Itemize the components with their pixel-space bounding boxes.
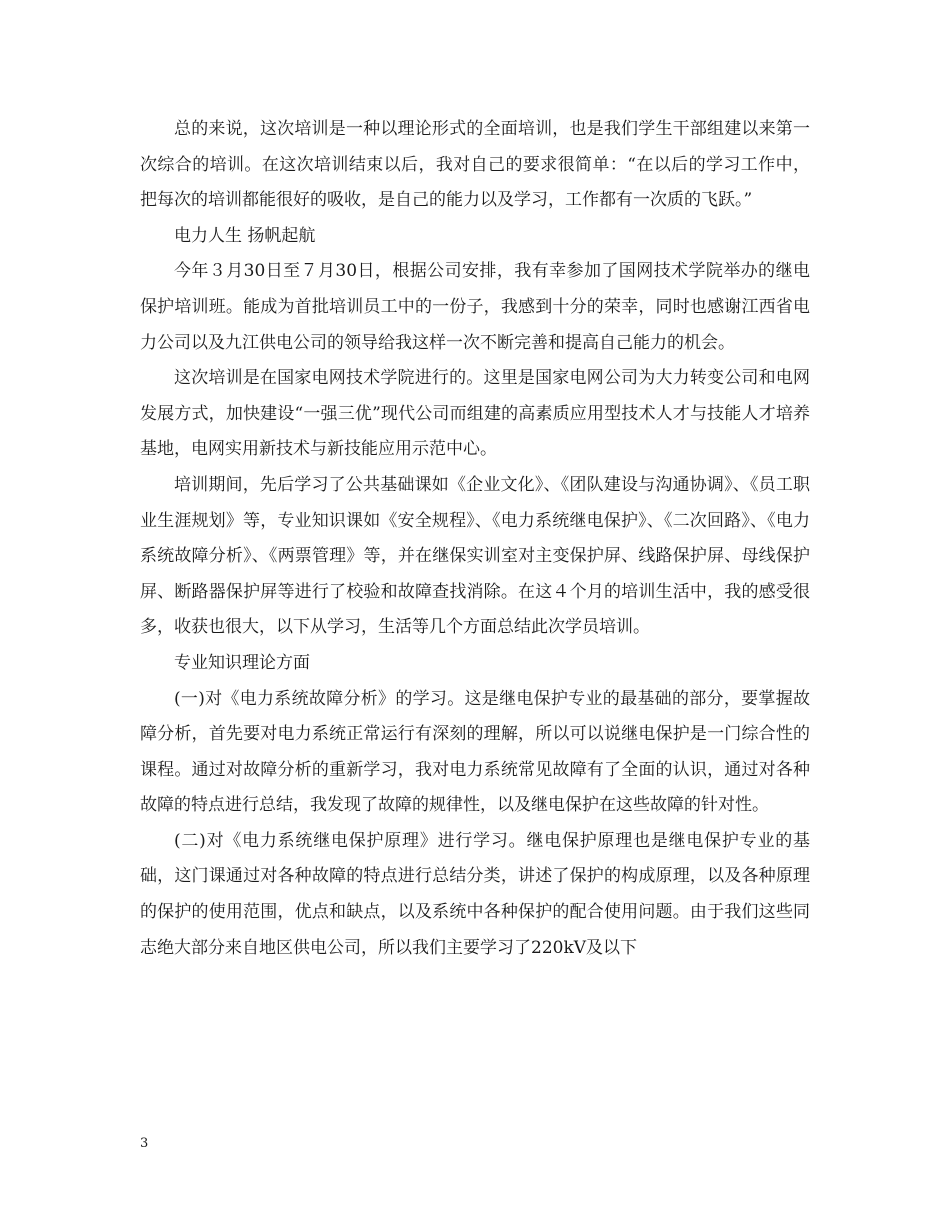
page-number: 3 <box>140 1136 149 1151</box>
paragraph-relay-protection: (二)对《电力系统继电保护原理》进行学习。继电保护原理也是继电保护专业的基础，这门课通过对各种故障的特点进行总结分类，讲述了保护的构成原理，以及各种原理的保护的使用范围，优点和缺点，以及系统中各种保护的配合使用问题。由于我们这些同志绝大部分来自地区供电公司，所以我们主要学习了220kV及以下 <box>140 830 810 958</box>
section-heading-professional-theory: 专业知识理论方面 <box>174 652 310 673</box>
paragraph-summary: 总的来说，这次培训是一种以理论形式的全面培训，也是我们学生干部组建以来第一次综合的培训。在这次培训结束以后，我对自己的要求很简单：“在以后的学习工作中，把每次的培训都能很好的吸收，是自己的能力以及学习，工作都有一次质的飞跃。” <box>140 119 810 211</box>
document-body <box>140 112 810 966</box>
section-heading-power-life: 电力人生 扬帆起航 <box>174 225 316 246</box>
paragraph-training-courses: 培训期间，先后学习了公共基础课如《企业文化》、《团队建设与沟通协调》、《员工职业生涯规划》等，专业知识课如《安全规程》、《电力系统继电保护》、《二次回路》、《电力系统故障分析》、《两票管理》等，并在继保实训室对主变保护屏、线路保护屏、母线保护屏、断路器保护屏等进行了校验和故障查找消除。在这４个月的培训生活中，我的感受很多，收获也很大，以下从学习，生活等几个方面总结此次学员培训。 <box>140 474 810 638</box>
paragraph-training-intro: 今年３月30日至７月30日，根据公司安排，我有幸参加了国网技术学院举办的继电保护培训班。能成为首批培训员工中的一份子，我感到十分的荣幸，同时也感谢江西省电力公司以及九江供电公司的领导给我这样一次不断完善和提高自己能力的机会。 <box>140 261 810 353</box>
paragraph-training-location: 这次培训是在国家电网技术学院进行的。这里是国家电网公司为大力转变公司和电网发展方式，加快建设“一强三优”现代公司而组建的高素质应用型技术人才与技能人才培养基地，电网实用新技术与新技能应用示范中心。 <box>140 368 810 460</box>
paragraph-fault-analysis: (一)对《电力系统故障分析》的学习。这是继电保护专业的最基础的部分，要掌握故障分析，首先要对电力系统正常运行有深刻的理解，所以可以说继电保护是一门综合性的课程。通过对故障分析的重新学习，我对电力系统常见故障有了全面的认识，通过对各种故障的特点进行总结，我发现了故障的规律性，以及继电保护在这些故障的针对性。 <box>140 688 810 816</box>
